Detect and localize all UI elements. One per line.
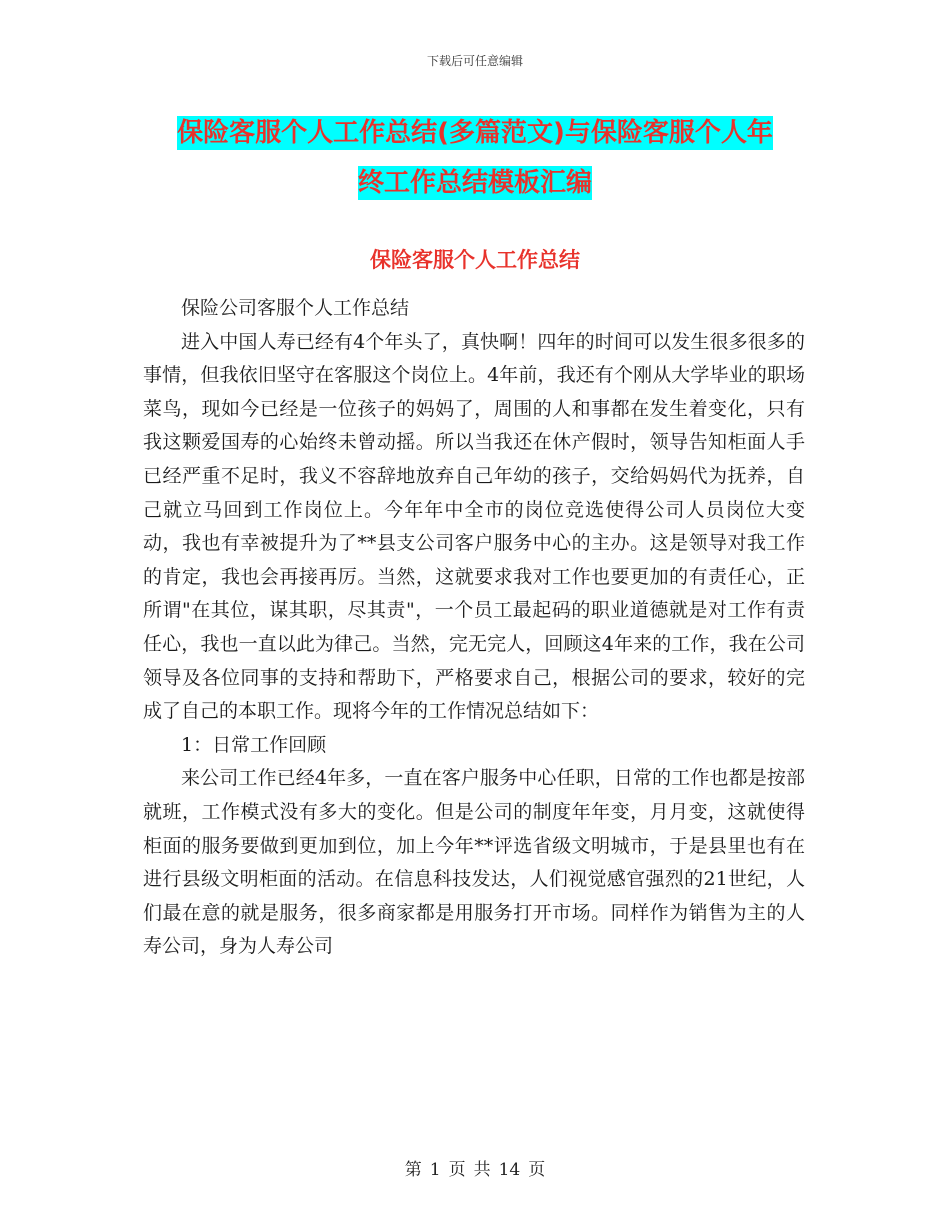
- total-pages: 14: [498, 1160, 521, 1180]
- paragraph: 来公司工作已经4年多，一直在客户服务中心任职，日常的工作也都是按部就班，工作模式没有多大的变化。但是公司的制度年年变，月月变，这就使得柜面的服务要做到更加到位，加上今年**评选省级文明城市，于是县里也有在进行县级文明柜面的活动。在信息科技发达，人们视觉感官强烈的21世纪，人们最在意的就是服务，很多商家都是用服务打开市场。同样作为销售为主的人寿公司，身为人寿公司: [143, 767, 805, 958]
- header-note: 下载后可任意编辑: [426, 54, 523, 68]
- paragraph: 1：日常工作回顾: [181, 733, 327, 756]
- section-title: 保险客服个人工作总结: [370, 248, 580, 272]
- page-unit: 页: [448, 1160, 466, 1180]
- body-text: [143, 292, 805, 964]
- document-title-line-1: 保险客服个人工作总结(多篇范文)与保险客服个人年: [177, 118, 773, 148]
- page-number: 1: [429, 1160, 441, 1180]
- document-title: [140, 108, 810, 208]
- page-label: 第: [404, 1160, 422, 1180]
- paragraph: 进入中国人寿已经有4个年头了，真快啊！四年的时间可以发生很多很多的事情，但我依旧坚守在客服这个岗位上。4年前，我还有个刚从大学毕业的职场菜鸟，现如今已经是一位孩子的妈妈了，周围的人和事都在发生着变化，只有我这颗爱国寿的心始终未曾动摇。所以当我还在休产假时，领导告知柜面人手已经严重不足时，我义不容辞地放弃自己年幼的孩子，交给妈妈代为抚养，自己就立马回到工作岗位上。今年年中全市的岗位竞选使得公司人员岗位大变动，我也有幸被提升为了**县支公司客户服务中心的主办。这是领导对我工作的肯定，我也会再接再厉。当然，这就要求我对工作也要更加的有责任心，正所谓"在其位，谋其职，尽其责"，一个员工最起码的职业道德就是对工作有责任心，我也一直以此为律己。当然，完无完人，回顾这4年来的工作，我在公司领导及各位同事的支持和帮助下，严格要求自己，根据公司的要求，较好的完成了自己的本职工作。现将今年的工作情况总结如下：: [143, 330, 805, 723]
- page-footer: [0, 1155, 950, 1180]
- paragraph: 保险公司客服个人工作总结: [181, 297, 410, 319]
- document-title-line-2: 终工作总结模板汇编: [357, 168, 592, 198]
- total-unit: 页: [528, 1160, 546, 1180]
- total-label: 共: [473, 1160, 491, 1180]
